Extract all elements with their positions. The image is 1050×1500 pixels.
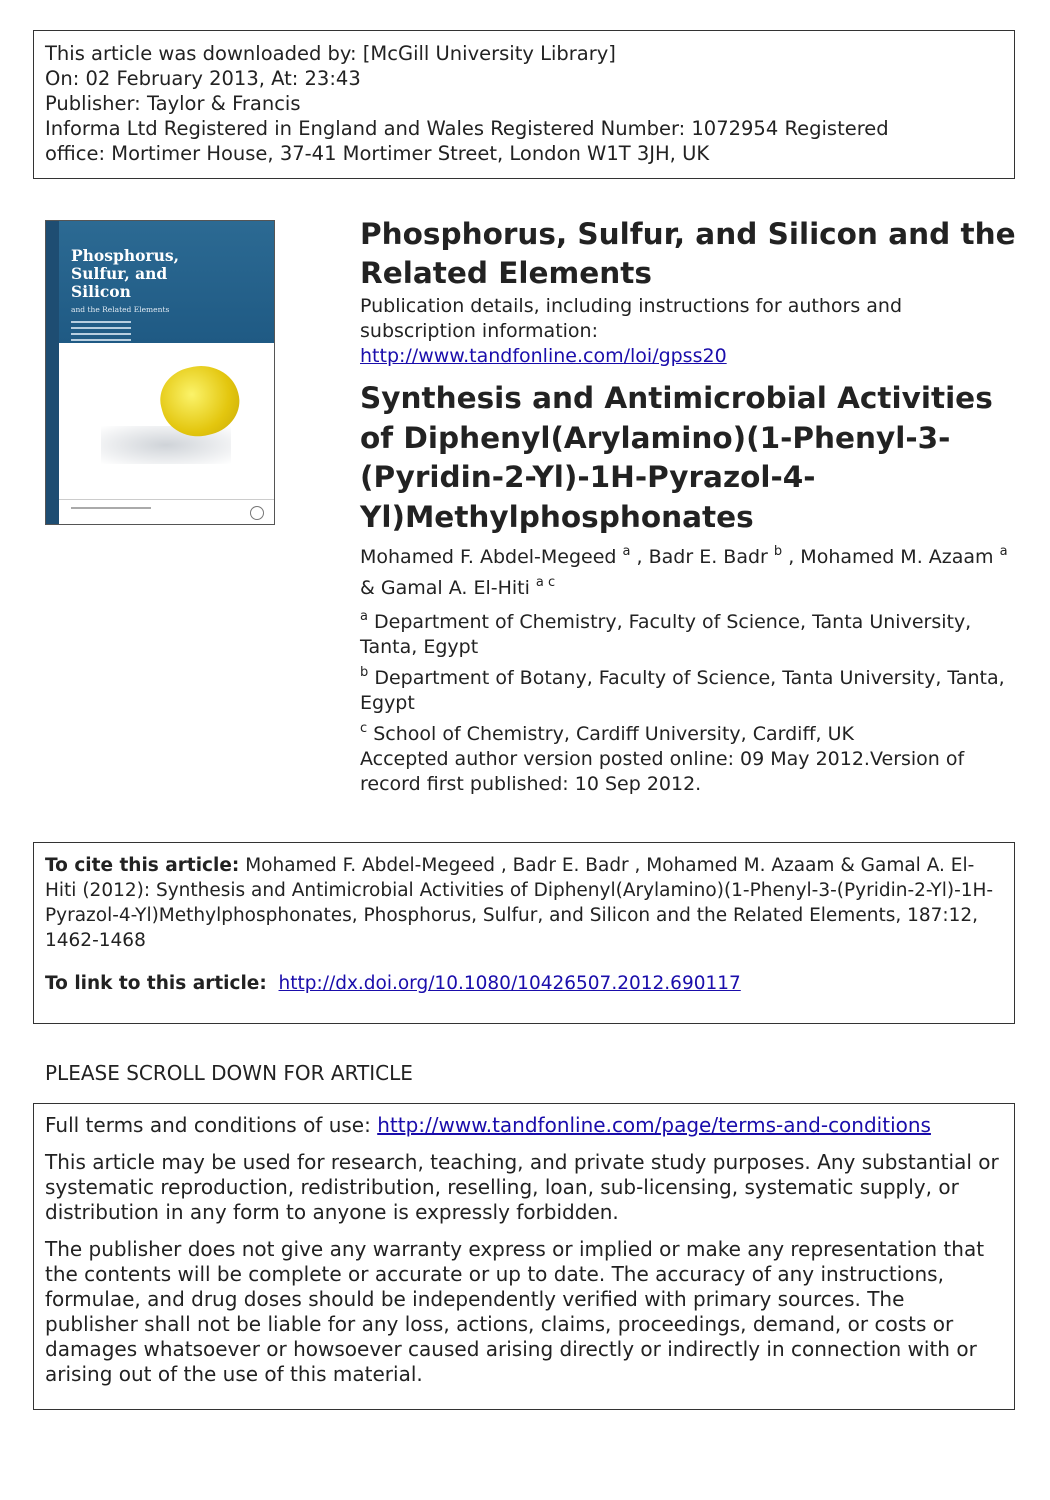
affiliation — [360, 610, 1020, 660]
affiliation-text: Department of Chemistry, Faculty of Science, Tanta University, Tanta, Egypt — [360, 611, 972, 658]
author-separator: & — [360, 577, 381, 599]
article-link-line — [45, 971, 1003, 996]
scroll-notice: PLEASE SCROLL DOWN FOR ARTICLE — [45, 1061, 413, 1085]
affiliation-text: School of Chemistry, Cardiff University, Cardiff, UK — [373, 723, 854, 745]
author-affiliation-mark: a c — [535, 575, 556, 590]
terms-box — [33, 1103, 1015, 1410]
doi-link[interactable]: http://dx.doi.org/10.1080/10426507.2012.690117 — [278, 973, 741, 994]
author-name: Badr E. Badr — [648, 546, 768, 568]
author-affiliation-mark: a — [622, 544, 631, 559]
citation-text: Mohamed F. Abdel-Megeed , Badr E. Badr , Mohamed M. Azaam & Gamal A. El-Hiti (2012): Synthesis and Antimicrobial Activities of Diphenyl(Arylamino)(1-Phenyl-3-(Pyridin-2-Yl)-1H-Pyrazol-4-Yl)Methylphosphonates, Phosphorus, Sulfur, and Silicon and the Related Elements, 187:12, 1462-1468 — [45, 855, 994, 951]
download-line-4: Informa Ltd Registered in England and Wales Registered Number: 1072954 Registered — [45, 117, 889, 140]
author-name: Mohamed F. Abdel-Megeed — [360, 546, 617, 568]
author-affiliation-mark: a — [999, 544, 1008, 559]
affiliation-text: Department of Botany, Faculty of Science, Tanta University, Tanta, Egypt — [360, 667, 1005, 714]
cover-spine — [46, 221, 59, 524]
citation — [45, 853, 1003, 953]
terms-line — [45, 1113, 1003, 1138]
cover-title-line: Phosphorus, — [71, 246, 179, 265]
terms-label: Full terms and conditions of use: — [45, 1113, 371, 1137]
citation-label: To cite this article: — [45, 855, 240, 876]
article-link-label: To link to this article: — [45, 973, 267, 994]
article-title: Synthesis and Antimicrobial Activities of Diphenyl(Arylamino)(1-Phenyl-3-(Pyridin-2-Yl)-1H-Pyrazol-4-Yl)Methylphosphonates — [360, 381, 993, 534]
terms-link[interactable]: http://www.tandfonline.com/page/terms-and-conditions — [377, 1113, 931, 1137]
article-header — [360, 215, 1020, 797]
posted-dates: Accepted author version posted online: 09 May 2012.Version of record first published: 10 Sep 2012. — [360, 748, 965, 795]
publication-details — [360, 294, 1020, 369]
author-name: Mohamed M. Azaam — [800, 546, 994, 568]
download-line-2: On: 02 February 2013, At: 23:43 — [45, 67, 361, 90]
affiliation-mark: a — [360, 609, 368, 624]
affiliation — [360, 722, 1020, 747]
cover-title — [71, 247, 179, 301]
affiliation — [360, 666, 1020, 716]
publisher-logo-icon — [250, 506, 264, 520]
cover-info-lines — [71, 321, 131, 345]
cover-title-line: Silicon — [71, 282, 131, 301]
download-info-box — [33, 30, 1015, 179]
author-affiliation-mark: b — [773, 544, 783, 559]
terms-paragraph-1: This article may be used for research, teaching, and private study purposes. Any substantial or systematic reproduction, redistribution, reselling, loan, sub-licensing, systematic supply, or distribution in any form to anyone is expressly forbidden. — [45, 1150, 999, 1224]
author-name: Gamal A. El-Hiti — [380, 577, 530, 599]
journal-title: Phosphorus, Sulfur, and Silicon and the Related Elements — [360, 217, 1016, 290]
author-separator: , — [630, 546, 649, 568]
citation-box — [33, 842, 1015, 1024]
download-line-1: This article was downloaded by: [McGill University Library] — [45, 42, 616, 65]
author-list — [360, 542, 1020, 604]
download-line-3: Publisher: Taylor & Francis — [45, 92, 301, 115]
author-separator: , — [782, 546, 801, 568]
terms-paragraph-2: The publisher does not give any warranty express or implied or make any representation that the contents will be complete or accurate or up to date. The accuracy of any instructions, formulae, and drug doses should be independently verified with primary sources. The publisher shall not be liable for any loss, actions, claims, proceedings, demand, or costs or damages whatsoever or howsoever caused arising directly or indirectly in connection with or arising out of the use of this material. — [45, 1237, 985, 1386]
affiliation-mark: b — [360, 665, 369, 680]
journal-cover-image — [45, 220, 275, 525]
cover-subtitle: and the Related Elements — [71, 305, 170, 314]
download-line-5: office: Mortimer House, 37-41 Mortimer Street, London W1T 3JH, UK — [45, 142, 710, 165]
cover-title-line: Sulfur, and — [71, 264, 168, 283]
journal-url-link[interactable]: http://www.tandfonline.com/loi/gpss20 — [360, 345, 727, 367]
publication-details-text: Publication details, including instructions for authors and subscription information: — [360, 295, 903, 342]
cover-footer — [59, 499, 274, 524]
affiliation-mark: c — [360, 721, 368, 736]
